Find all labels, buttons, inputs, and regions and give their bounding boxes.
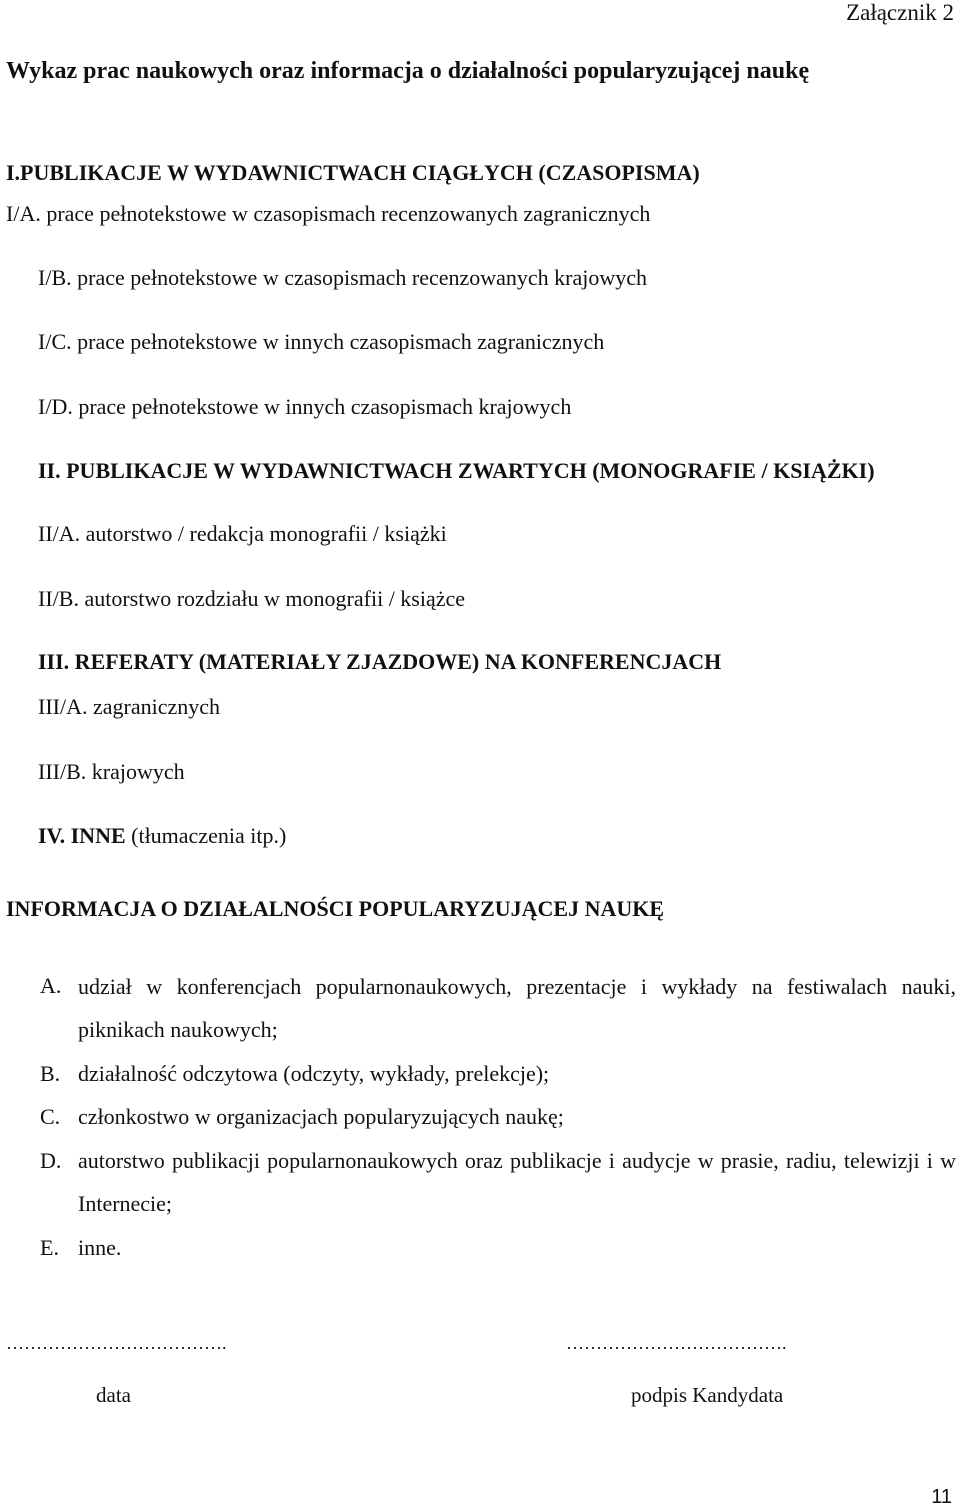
- date-label: data: [96, 1383, 131, 1407]
- info-heading: INFORMACJA O DZIAŁALNOŚCI POPULARYZUJĄCEJ NAUKĘ: [6, 896, 665, 921]
- signature-label: podpis Kandydata: [631, 1383, 784, 1407]
- info-item-b-text: działalność odczytowa (odczyty, wykłady, prelekcje);: [78, 1061, 550, 1086]
- section-1-item-b: I/B. prace pełnotekstowe w czasopismach recenzowanych krajowych: [38, 265, 648, 290]
- section-1-heading: I.PUBLIKACJE W WYDAWNICTWACH CIĄGŁYCH (CZASOPISMA): [6, 160, 700, 185]
- date-dotted-line: ……………………………….: [6, 1333, 227, 1353]
- signature-dotted-line: ……………………………….: [566, 1333, 787, 1353]
- section-3-item-a: III/A. zagranicznych: [38, 694, 221, 719]
- section-4-heading-bold: IV. INNE: [38, 823, 126, 848]
- info-item-a-text: udział w konferencjach popularnonaukowych, prezentacje i wykłady na festiwalach nauki, piknikach naukowych;: [78, 974, 956, 1042]
- section-1-item-c: I/C. prace pełnotekstowe w innych czasopismach zagranicznych: [38, 329, 605, 354]
- section-2-item-a: II/A. autorstwo / redakcja monografii / książki: [38, 521, 447, 546]
- info-item-d-label: D.: [40, 1148, 62, 1173]
- section-2-heading: II. PUBLIKACJE W WYDAWNICTWACH ZWARTYCH (MONOGRAFIE / KSIĄŻKI): [38, 458, 875, 483]
- info-item-e-label: E.: [40, 1235, 59, 1260]
- page-number: 11: [931, 1486, 952, 1508]
- attachment-label: Załącznik 2: [846, 0, 954, 25]
- info-item-c-label: C.: [40, 1104, 61, 1129]
- page-title: Wykaz prac naukowych oraz informacja o działalności popularyzującej naukę: [6, 58, 810, 84]
- section-3-heading: III. REFERATY (MATERIAŁY ZJAZDOWE) NA KONFERENCJACH: [38, 649, 722, 674]
- section-3-item-b: III/B. krajowych: [38, 759, 185, 784]
- info-item-d-text: autorstwo publikacji popularnonaukowych oraz publikacje i audycje w prasie, radiu, telewizji i w Internecie;: [78, 1148, 956, 1216]
- section-1-item-a: I/A. prace pełnotekstowe w czasopismach recenzowanych zagranicznych: [6, 201, 651, 226]
- section-2-item-b: II/B. autorstwo rozdziału w monografii / książce: [38, 586, 466, 611]
- section-4-heading: [38, 823, 286, 849]
- info-item-c-text: członkostwo w organizacjach popularyzujących naukę;: [78, 1104, 564, 1129]
- section-1-item-d: I/D. prace pełnotekstowe w innych czasopismach krajowych: [38, 394, 572, 419]
- info-item-a-label: A.: [40, 973, 62, 998]
- section-4-heading-rest: (tłumaczenia itp.): [125, 823, 287, 848]
- info-item-b-label: B.: [40, 1061, 61, 1086]
- info-item-e-text: inne.: [78, 1235, 122, 1260]
